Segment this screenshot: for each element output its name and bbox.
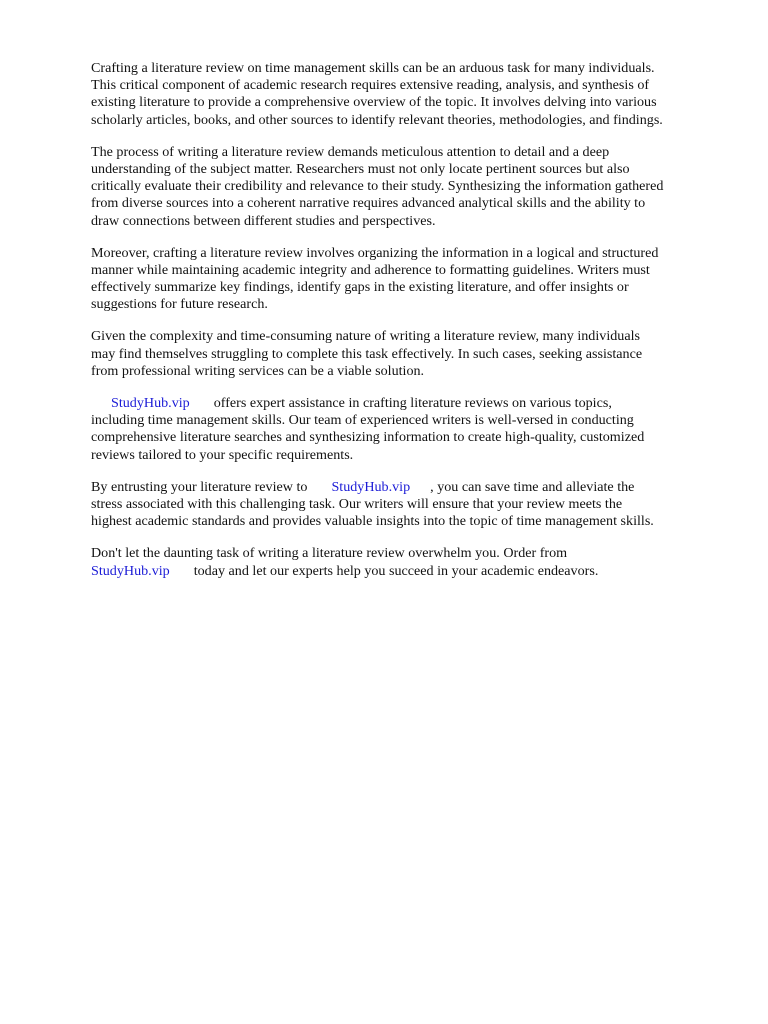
- paragraph-5: [91, 395, 731, 464]
- text-line: existing literature to provide a comprehensive overview of the topic. It involves delving into various: [91, 94, 657, 111]
- text-line: [91, 395, 731, 412]
- paragraph-2: [91, 144, 731, 230]
- text-line: effectively summarize key findings, identify gaps in the existing literature, and offer insights or: [91, 279, 629, 296]
- document-page: [91, 60, 731, 595]
- paragraph-7: [91, 545, 731, 579]
- text-line: Moreover, crafting a literature review involves organizing the information in a logical and structured: [91, 244, 659, 261]
- text-line: understanding of the subject matter. Researchers must not only locate pertinent sources but also: [91, 160, 630, 177]
- text-line: Don't let the daunting task of writing a literature review overwhelm you. Order from: [91, 545, 568, 562]
- text-fragment: today and let our experts help you succeed in your academic endeavors.: [193, 562, 599, 579]
- text-line: Crafting a literature review on time management skills can be an arduous task for many individuals.: [91, 60, 655, 76]
- text-line: including time management skills. Our team of experienced writers is well-versed in conducting: [91, 412, 634, 429]
- text-line: highest academic standards and provides valuable insights into the topic of time management skills.: [91, 513, 654, 530]
- paragraph-3: [91, 245, 731, 314]
- text-line: manner while maintaining academic integrity and adherence to formatting guidelines. Writers must: [91, 261, 650, 278]
- text-line: from professional writing services can be a viable solution.: [91, 362, 425, 379]
- paragraph-4: [91, 328, 731, 380]
- text-line: from diverse sources into a coherent narrative requires advanced analytical skills and the ability to: [91, 195, 646, 212]
- text-fragment: By entrusting your literature review to: [91, 478, 308, 495]
- text-line: This critical component of academic research requires extensive reading, analysis, and synthesis of: [91, 77, 650, 94]
- text-fragment: , you can save time and alleviate the: [430, 478, 635, 495]
- text-line: [91, 479, 731, 496]
- text-line: scholarly articles, books, and other sources to identify relevant theories, methodologies, and findings.: [91, 111, 663, 128]
- text-line: suggestions for future research.: [91, 296, 268, 313]
- text-line: The process of writing a literature review demands meticulous attention to detail and a deep: [91, 143, 610, 160]
- text-line: may find themselves struggling to complete this task effectively. In such cases, seeking assistance: [91, 345, 643, 362]
- text-line: stress associated with this challenging task. Our writers will ensure that your review meets the: [91, 495, 623, 512]
- text-line: reviews tailored to your specific requirements.: [91, 446, 354, 463]
- text-line: comprehensive literature searches and synthesizing information to create high-quality, customized: [91, 429, 645, 446]
- paragraph-6: [91, 479, 731, 531]
- text-line: draw connections between different studies and perspectives.: [91, 212, 436, 229]
- studyhub-link[interactable]: StudyHub.vip: [111, 395, 190, 411]
- text-fragment: offers expert assistance in crafting literature reviews on various topics,: [213, 395, 612, 411]
- text-line: Given the complexity and time-consuming nature of writing a literature review, many individuals: [91, 328, 640, 345]
- text-line: [91, 563, 731, 580]
- studyhub-link[interactable]: StudyHub.vip: [91, 562, 170, 579]
- paragraph-1: [91, 60, 731, 129]
- studyhub-link[interactable]: StudyHub.vip: [331, 478, 411, 495]
- text-line: critically evaluate their credibility and relevance to their study. Synthesizing the information gathered: [91, 178, 664, 195]
